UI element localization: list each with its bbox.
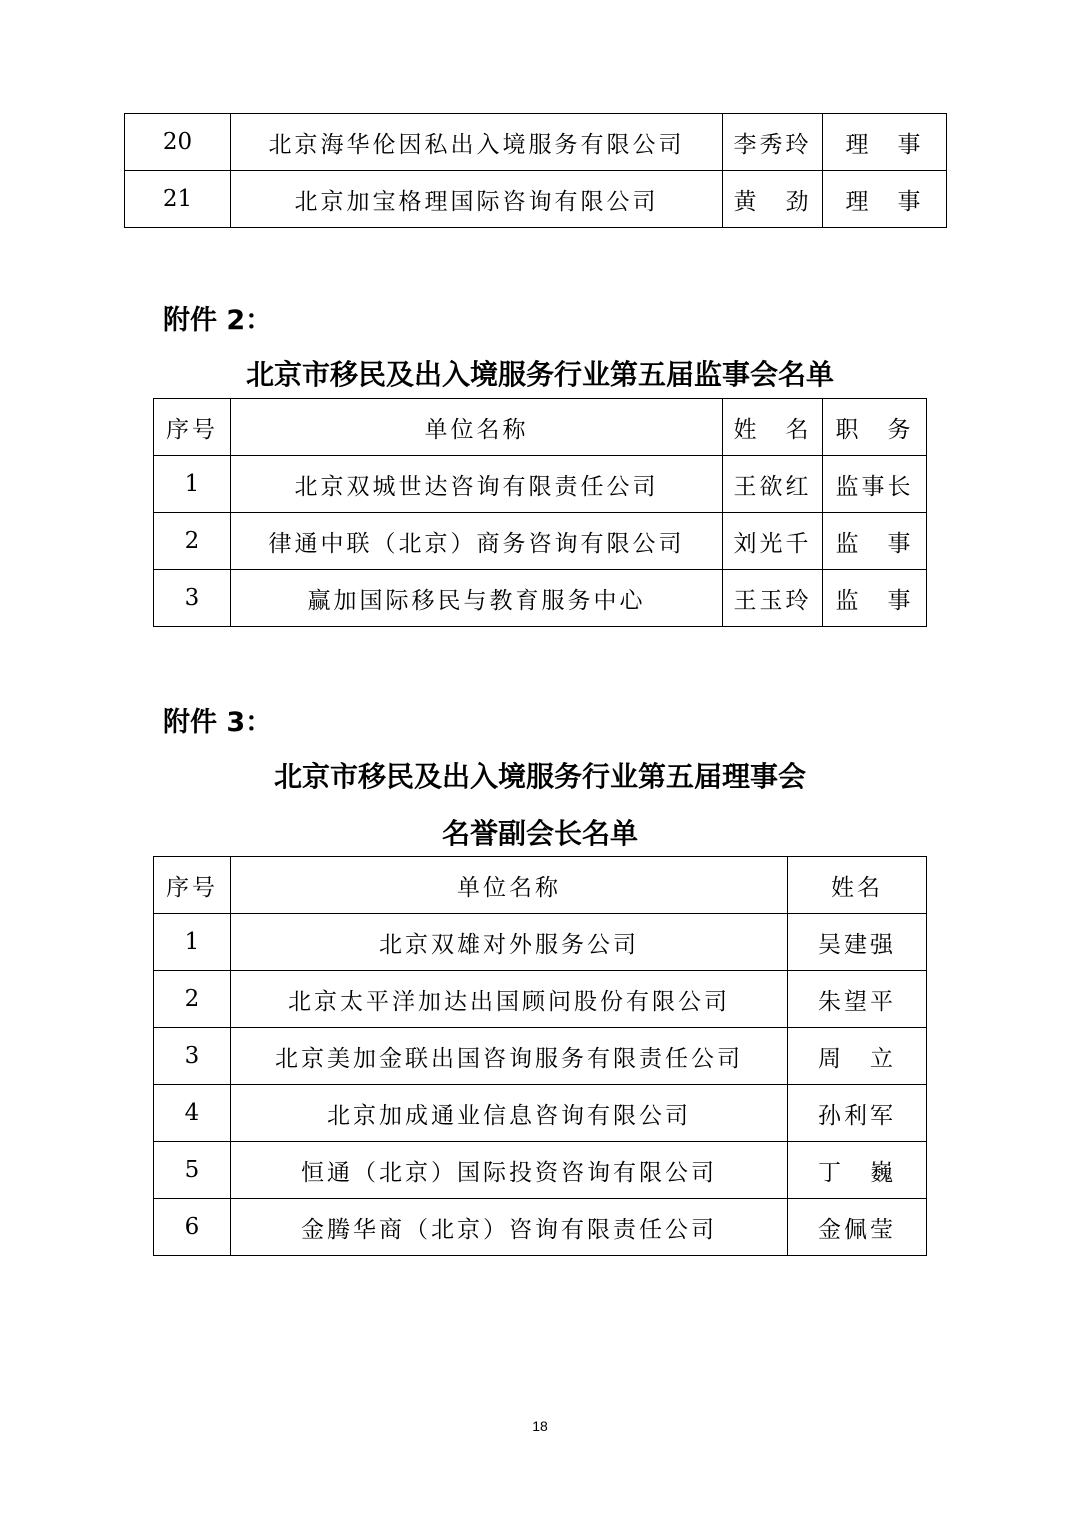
unit-name: 北京双城世达咨询有限责任公司 xyxy=(231,456,723,513)
role: 理 事 xyxy=(823,171,947,228)
honorary-vice-presidents-table xyxy=(153,856,927,1256)
person-name: 李秀玲 xyxy=(723,114,823,171)
row-number: 2 xyxy=(154,971,231,1028)
person-name: 丁 巍 xyxy=(788,1142,927,1199)
unit-name: 北京加宝格理国际咨询有限公司 xyxy=(231,171,723,228)
row-number: 4 xyxy=(154,1085,231,1142)
table-row xyxy=(154,1028,927,1085)
person-name: 周 立 xyxy=(788,1028,927,1085)
row-number: 1 xyxy=(154,914,231,971)
person-name: 金佩莹 xyxy=(788,1199,927,1256)
person-name: 吴建强 xyxy=(788,914,927,971)
table-row xyxy=(154,1142,927,1199)
row-number: 2 xyxy=(154,513,231,570)
unit-name: 北京太平洋加达出国顾问股份有限公司 xyxy=(231,971,788,1028)
unit-name: 北京加成通业信息咨询有限公司 xyxy=(231,1085,788,1142)
person-name: 孙利军 xyxy=(788,1085,927,1142)
role: 监 事 xyxy=(823,513,927,570)
row-number: 5 xyxy=(154,1142,231,1199)
unit-name: 恒通（北京）国际投资咨询有限公司 xyxy=(231,1142,788,1199)
unit-name: 赢加国际移民与教育服务中心 xyxy=(231,570,723,627)
annex-2-heading: 附件 2： xyxy=(163,305,273,336)
header-unit: 单位名称 xyxy=(231,399,723,456)
table-row xyxy=(154,1199,927,1256)
row-number: 20 xyxy=(125,114,231,171)
table-header-row xyxy=(154,857,927,914)
table-row xyxy=(154,914,927,971)
unit-name: 律通中联（北京）商务咨询有限公司 xyxy=(231,513,723,570)
unit-name: 北京海华伦因私出入境服务有限公司 xyxy=(231,114,723,171)
annex-2-title: 北京市移民及出入境服务行业第五届监事会名单 xyxy=(245,358,834,391)
page-number: 18 xyxy=(532,1418,548,1434)
person-name: 刘光千 xyxy=(723,513,823,570)
header-name: 姓名 xyxy=(788,857,927,914)
table-row xyxy=(154,456,927,513)
row-number: 6 xyxy=(154,1199,231,1256)
annex-3-title-line-2: 名誉副会长名单 xyxy=(441,817,638,850)
table-row xyxy=(125,171,947,228)
row-number: 3 xyxy=(154,1028,231,1085)
supervisory-board-table xyxy=(153,398,927,627)
annex-3-heading: 附件 3： xyxy=(163,707,273,738)
table-row xyxy=(125,114,947,171)
table-row xyxy=(154,1085,927,1142)
header-unit: 单位名称 xyxy=(231,857,788,914)
header-role: 职 务 xyxy=(823,399,927,456)
header-number: 序号 xyxy=(154,857,231,914)
table-row xyxy=(154,570,927,627)
role: 监事长 xyxy=(823,456,927,513)
council-members-table-continued xyxy=(124,113,947,228)
table-header-row xyxy=(154,399,927,456)
row-number: 21 xyxy=(125,171,231,228)
unit-name: 金腾华商（北京）咨询有限责任公司 xyxy=(231,1199,788,1256)
unit-name: 北京美加金联出国咨询服务有限责任公司 xyxy=(231,1028,788,1085)
table-row xyxy=(154,971,927,1028)
header-number: 序号 xyxy=(154,399,231,456)
unit-name: 北京双雄对外服务公司 xyxy=(231,914,788,971)
person-name: 王欲红 xyxy=(723,456,823,513)
person-name: 朱望平 xyxy=(788,971,927,1028)
row-number: 3 xyxy=(154,570,231,627)
role: 理 事 xyxy=(823,114,947,171)
person-name: 王玉玲 xyxy=(723,570,823,627)
header-name: 姓 名 xyxy=(723,399,823,456)
annex-3-title-line-1: 北京市移民及出入境服务行业第五届理事会 xyxy=(273,760,806,793)
person-name: 黄 劲 xyxy=(723,171,823,228)
table-row xyxy=(154,513,927,570)
role: 监 事 xyxy=(823,570,927,627)
row-number: 1 xyxy=(154,456,231,513)
